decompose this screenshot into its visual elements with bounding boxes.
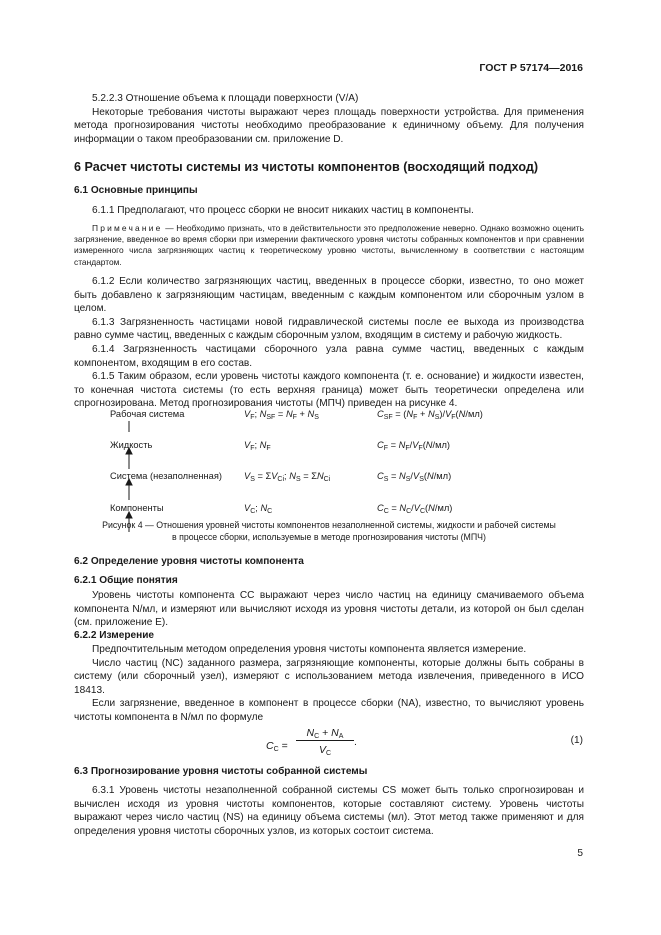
section-63-title: 6.3 Прогнозирование уровня чистоты собранной системы [74, 766, 368, 777]
figure-row-label-system: Система (незаполненная) [110, 471, 222, 481]
paragraph-621-text: Уровень чистоты компонента CC выражают через число частиц на единицу смачиваемого объема компонента N/мл, и измеряют или вычисляют исходя из уровня чистоты детали, из которой он был сделан (см. приложение E). [74, 590, 584, 629]
paragraph-631-text: 6.3.1 Уровень чистоты незаполненной собранной системы CS может быть только спрогнозирован и вычислен исходя из уровня чистоты компонентов, которые составляют систему. Уровень чистоты выражают через число частиц (NS) на единицу объема системы (мл). Этот метод также применяют и для определения уровня чистоты сборочных узлов, из которых состоит система. [74, 785, 584, 837]
paragraph-622c: Если загрязнение, введенное в компонент в процессе сборки (NA), известно, то вычисляют уровень чистоты компонента в N/мл по формуле [74, 698, 584, 723]
section-621-title: 6.2.1 Общие понятия [74, 575, 178, 586]
section-622-title: 6.2.2 Измерение [74, 630, 155, 641]
figure-row-right-system: $C_S = N_S/V_S(N/мл)$ [377, 471, 452, 483]
paragraphs-622 [74, 643, 584, 725]
figure-row-mid-fluid: $V_F$; $N_F$ [244, 440, 271, 452]
figure-row-label-components: Компоненты [110, 503, 164, 513]
document-code: ГОСТ Р 57174—2016 [479, 62, 583, 74]
paragraph-613: 6.1.3 Загрязненность частицами новой гидравлической системы после ее выхода из производства равно сумме частиц, введенных с каждым сборочным узлом, входящим в систему и рабочую жидкость. [74, 316, 584, 342]
figure-4-caption-line-2: в процессе сборки, используемые в методе прогнозирования чистоты (МПЧ) [172, 531, 486, 542]
figure-row-label-working-system: Рабочая система [110, 409, 185, 419]
paragraph-621 [74, 589, 584, 630]
figure-row-mid-system: $V_S = \Sigma V_{Ci}$; $N_S = \Sigma N_{Ci}$ [244, 471, 331, 483]
paragraph-611-text: 6.1.1 Предполагают, что процесс сборки не вносит никаких частиц в компоненты. [92, 205, 474, 216]
paragraph-614: 6.1.4 Загрязненность частицами сборочного узла равна сумме частиц, введенных с каждым компонентом, входящим в его состав. [74, 343, 584, 369]
figure-4-caption-line-1: Рисунок 4 — Отношения уровней чистоты компонентов незаполненной системы, жидкости и рабочей системы [102, 520, 556, 530]
paragraph-612: 6.1.2 Если количество загрязняющих частиц, введенных в процессе сборки, известно, то оно может быть добавлено к загрязняющим частицам, введенным с каждым компонентом или сборочным узлом в целом. [74, 276, 584, 315]
figure-row-label-fluid: Жидкость [110, 440, 153, 450]
equation-period: . [354, 736, 357, 748]
paragraph-622b: Число частиц (NC) заданного размера, загрязняющие компоненты, которые должны быть собраны в систему (или сборочный узел), измеряют с использованием метода извлечения, приведенного в ИСО 18413. [74, 657, 584, 696]
section-61-title: 6.1 Основные принципы [74, 185, 198, 196]
figure-row-right-fluid: $C_F = N_F/V_F(N/мл)$ [377, 440, 451, 452]
equation-numerator: $N_C + N_A$ [296, 727, 354, 741]
note-label: Примечание [92, 223, 163, 233]
figure-row-mid-components: $V_C$; $N_C$ [244, 503, 273, 515]
equation-lhs: $C_C$ = [266, 740, 288, 753]
figure-row-right-working-system: $C_{SF} = (N_F + N_S)/V_F(N/мл)$ [377, 409, 483, 421]
equation-number: (1) [570, 735, 583, 746]
section-62-title: 6.2 Определение уровня чистоты компонента [74, 556, 304, 567]
figure-row-mid-working-system: $V_F$; $N_{SF} = N_F + N_S$ [244, 409, 319, 421]
section-5223-title: 5.2.2.3 Отношение объема к площади поверхности (V/A) [92, 93, 359, 104]
paragraph-615: 6.1.5 Таким образом, если уровень чистоты каждого компонента (т. е. основание) и жидкости известен, то конечная чистота системы (то есть верхняя граница) может быть теоретически определена или спрогнозирована. Метод прогнозирования чистоты (МПЧ) приведен на рисунке 4. [74, 371, 584, 410]
paragraph-622a: Предпочтительным методом определения уровня чистоты компонента является измерение. [92, 644, 527, 655]
note-text: — Необходимо признать, что в действительности это предположение неверно. Однако возможно оценить загрязнение, введенное во время сборки при измерении фактического уровня чистоты собранных компонентов и при сравнении измеренного числа загрязняющих частиц к теоретическому уровню чистоты, вычисленному в соответствии с настоящим стандартом. [74, 223, 584, 267]
page-number: 5 [577, 848, 583, 859]
section-6-title: 6 Расчет чистоты системы из чистоты компонентов (восходящий подход) [74, 160, 539, 174]
paragraph-631 [74, 784, 584, 838]
figure-4-caption [74, 520, 584, 543]
equation-denominator: $V_C$ [318, 744, 332, 757]
figure-row-right-components: $C_C = N_C/V_C(N/мл)$ [377, 503, 453, 515]
section-5223-paragraph: Некоторые требования чистоты выражают через площадь поверхности устройства. Для применения метода прогнозирования чистоты необходимо преобразование к единичному объему. Для получения информации о таком преобразовании см. приложение D. [74, 106, 584, 145]
